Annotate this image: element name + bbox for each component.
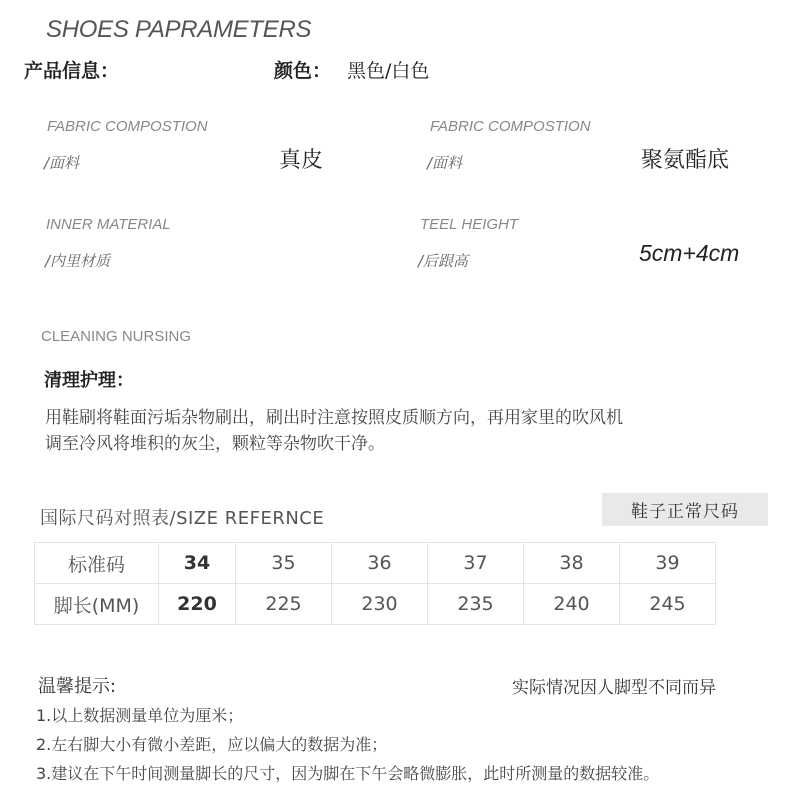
param-3-cn: /内里材质 <box>45 252 111 270</box>
param-2-value: 聚氨酯底 <box>641 148 730 173</box>
page-title: SHOES PAPRAMETERS <box>46 16 312 43</box>
size-chart-title: 国际尺码对照表/SIZE REFERNCE <box>40 508 325 529</box>
tip-item-1: 1.以上数据测量单位为厘米； <box>36 706 244 725</box>
size-table <box>34 542 716 625</box>
size-cell: 35 <box>236 543 332 584</box>
length-cell: 220 <box>159 584 236 625</box>
size-cell: 38 <box>524 543 620 584</box>
table-row <box>35 543 716 584</box>
cleaning-line-2: 调至冷风将堆积的灰尘，颗粒等杂物吹干净。 <box>45 434 385 454</box>
row-label-length: 脚长(MM) <box>35 584 159 625</box>
table-row <box>35 584 716 625</box>
length-cell: 240 <box>524 584 620 625</box>
param-2-en: FABRIC COMPOSTION <box>430 118 591 135</box>
cleaning-en-title: CLEANING NURSING <box>41 328 192 345</box>
size-cell: 34 <box>159 543 236 584</box>
size-tag: 鞋子正常尺码 <box>602 493 768 526</box>
length-cell: 230 <box>332 584 428 625</box>
row-label-standard: 标准码 <box>35 543 159 584</box>
product-info-label: 产品信息： <box>24 60 120 82</box>
length-cell: 245 <box>620 584 716 625</box>
cleaning-line-1: 用鞋刷将鞋面污垢杂物刷出，刷出时注意按照皮质顺方向，再用家里的吹风机 <box>45 408 623 428</box>
tip-item-2: 2.左右脚大小有微小差距，应以偏大的数据为准； <box>36 735 388 754</box>
tip-item-3: 3.建议在下午时间测量脚长的尺寸，因为脚在下午会略微膨胀，此时所测量的数据较准。 <box>36 764 660 783</box>
param-3-en: INNER MATERIAL <box>46 216 171 233</box>
color-value: 黑色/白色 <box>347 60 430 82</box>
color-label: 颜色： <box>274 60 332 82</box>
size-cell: 36 <box>332 543 428 584</box>
param-1-cn: /面料 <box>44 154 80 172</box>
param-1-en: FABRIC COMPOSTION <box>47 118 208 135</box>
cleaning-title: 清理护理： <box>44 370 134 391</box>
param-1-value: 真皮 <box>279 148 324 173</box>
param-4-cn: /后跟高 <box>418 252 469 270</box>
tips-note: 实际情况因人脚型不同而异 <box>512 678 716 698</box>
length-cell: 235 <box>428 584 524 625</box>
param-4-en: TEEL HEIGHT <box>420 216 519 233</box>
size-cell: 37 <box>428 543 524 584</box>
tips-title: 温馨提示: <box>38 676 117 697</box>
param-2-cn: /面料 <box>427 154 463 172</box>
size-cell: 39 <box>620 543 716 584</box>
param-4-value: 5cm+4cm <box>639 240 740 266</box>
length-cell: 225 <box>236 584 332 625</box>
